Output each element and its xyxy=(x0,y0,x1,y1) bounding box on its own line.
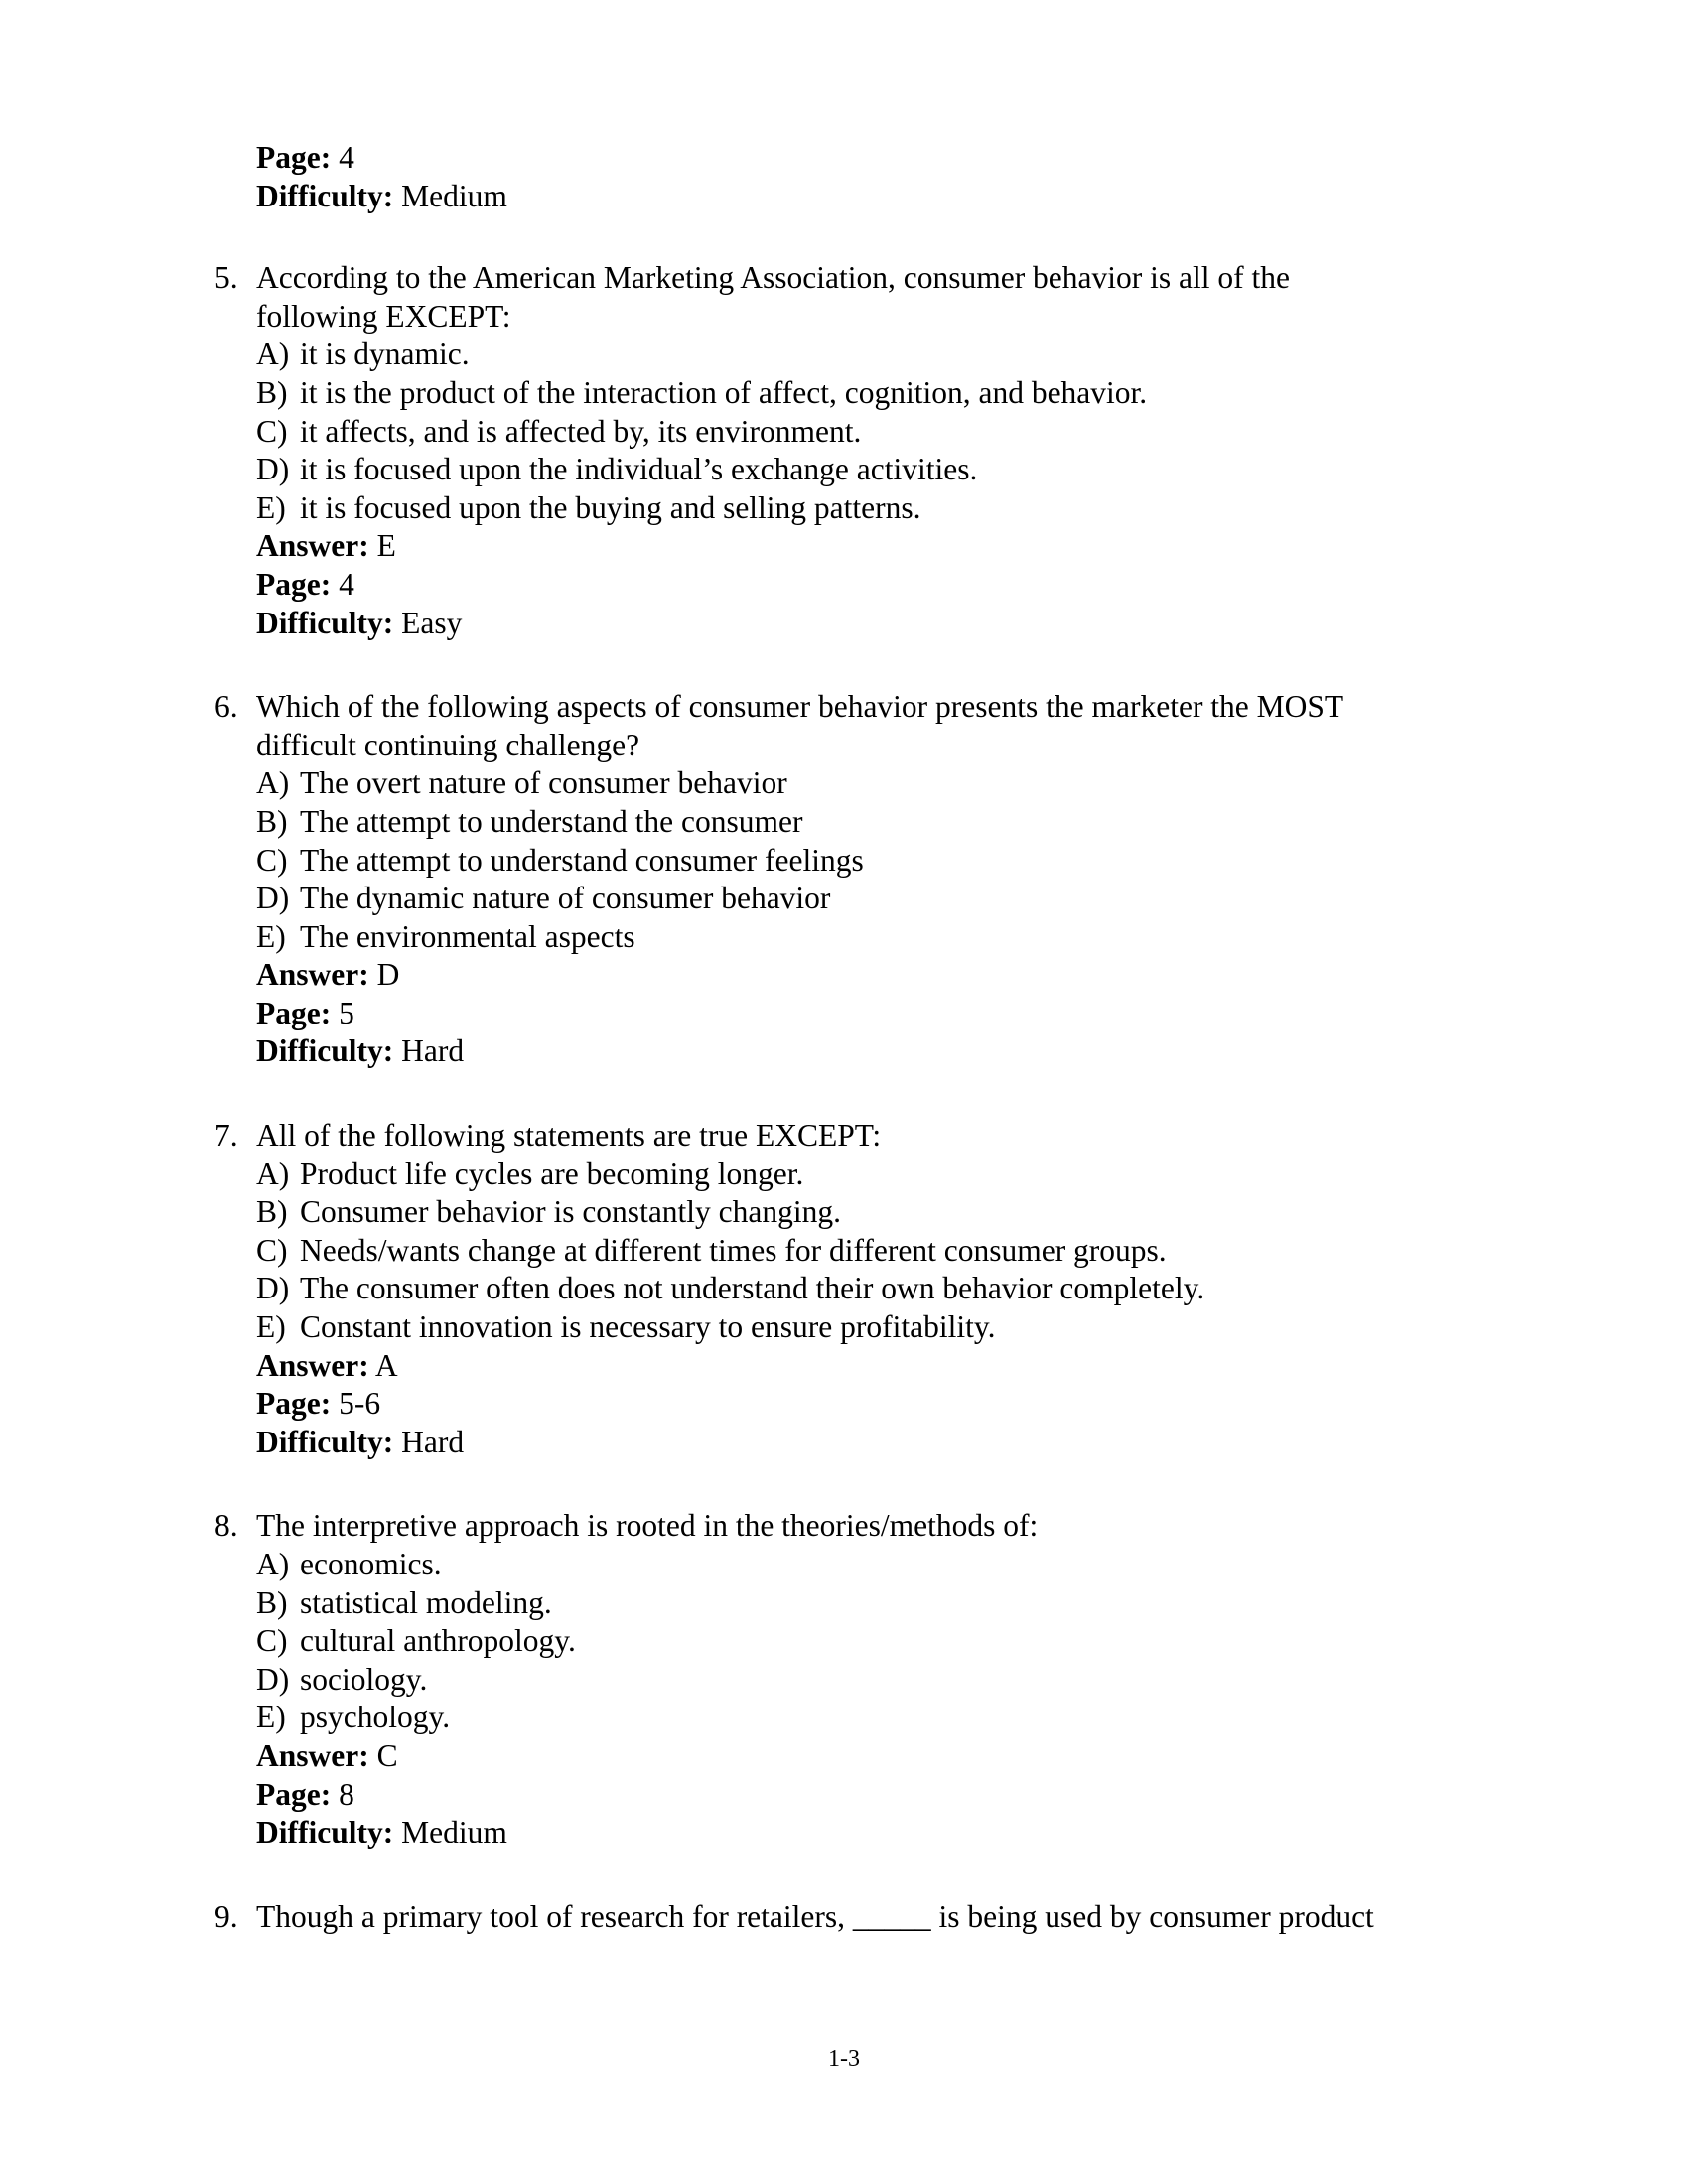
meta-difficulty-line xyxy=(256,1814,1380,1852)
option-item[interactable] xyxy=(256,1232,1380,1271)
question-block xyxy=(209,1898,1380,1937)
page-label: Page: xyxy=(256,1386,332,1422)
question-block xyxy=(209,1117,1380,1461)
option-letter: E) xyxy=(256,1309,286,1345)
question-heading xyxy=(209,1898,1380,1937)
question-block xyxy=(209,688,1380,1071)
answer-line xyxy=(256,956,1380,995)
option-item[interactable] xyxy=(256,1270,1380,1308)
option-list xyxy=(256,1156,1380,1347)
option-item[interactable] xyxy=(256,451,1380,489)
question-heading xyxy=(209,1117,1380,1156)
answer-label: Answer: xyxy=(256,957,369,993)
option-text: economics. xyxy=(300,1547,442,1581)
difficulty-label: Difficulty: xyxy=(256,605,394,640)
option-letter: D) xyxy=(256,1271,290,1306)
page-value: 4 xyxy=(331,566,354,602)
option-letter: E) xyxy=(256,489,286,525)
footer-page-number: 1-3 xyxy=(828,2046,860,2072)
question-heading xyxy=(209,688,1380,764)
difficulty-value: Medium xyxy=(393,1815,507,1850)
option-text: The attempt to understand the consumer xyxy=(300,803,803,839)
page-value: 5 xyxy=(331,995,354,1030)
answer-line xyxy=(256,527,1380,566)
option-letter: C) xyxy=(256,842,288,878)
option-letter: D) xyxy=(256,881,290,916)
meta-page-line xyxy=(256,139,1380,178)
question-heading xyxy=(209,1507,1380,1546)
option-text: it is dynamic. xyxy=(300,337,470,372)
option-letter: C) xyxy=(256,413,288,449)
meta-page-line xyxy=(256,995,1380,1033)
option-letter: D) xyxy=(256,1661,290,1697)
option-letter: A) xyxy=(256,1156,290,1191)
option-text: The attempt to understand consumer feelings xyxy=(300,842,864,878)
option-text: psychology. xyxy=(300,1700,451,1735)
option-text: Product life cycles are becoming longer. xyxy=(300,1156,804,1191)
option-text: Constant innovation is necessary to ensure profitability. xyxy=(300,1309,996,1345)
option-item[interactable] xyxy=(256,1193,1380,1232)
answer-value: E xyxy=(368,528,396,564)
option-text: Needs/wants change at different times for different consumer groups. xyxy=(300,1232,1167,1268)
option-item[interactable] xyxy=(256,842,1380,881)
page-label: Page: xyxy=(256,566,332,602)
difficulty-label: Difficulty: xyxy=(256,1424,394,1459)
answer-line xyxy=(256,1737,1380,1776)
option-item[interactable] xyxy=(256,1308,1380,1347)
difficulty-value: Hard xyxy=(393,1424,465,1459)
option-text: it is focused upon the individual’s exchange activities. xyxy=(300,452,978,487)
question-block xyxy=(209,259,1380,642)
option-text: The dynamic nature of consumer behavior xyxy=(300,881,831,916)
meta-page-line xyxy=(256,1385,1380,1424)
option-item[interactable] xyxy=(256,764,1380,803)
meta-page-line xyxy=(256,1776,1380,1815)
meta-difficulty-line xyxy=(256,1424,1380,1462)
carryover-meta-block xyxy=(256,139,1380,215)
option-text: statistical modeling. xyxy=(300,1584,552,1620)
option-letter: A) xyxy=(256,337,290,372)
difficulty-value: Hard xyxy=(393,1033,465,1069)
answer-line xyxy=(256,1347,1380,1386)
question-stem: According to the American Marketing Association, consumer behavior is all of the following EXCEPT: xyxy=(256,260,1290,334)
option-letter: B) xyxy=(256,374,288,410)
meta-page-line xyxy=(256,566,1380,605)
option-text: The overt nature of consumer behavior xyxy=(300,765,787,801)
option-letter: C) xyxy=(256,1232,288,1268)
answer-value: A xyxy=(368,1347,398,1383)
option-item[interactable] xyxy=(256,1546,1380,1584)
question-heading xyxy=(209,259,1380,336)
page-label: Page: xyxy=(256,1776,332,1812)
option-letter: B) xyxy=(256,1584,288,1620)
page-label: Page: xyxy=(256,140,332,175)
difficulty-label: Difficulty: xyxy=(256,178,394,213)
question-stem: Which of the following aspects of consumer behavior presents the marketer the MOST difficult continuing challenge? xyxy=(256,689,1343,762)
option-item[interactable] xyxy=(256,1622,1380,1661)
option-text: it is focused upon the buying and selling patterns. xyxy=(300,489,921,525)
page-value: 4 xyxy=(331,140,354,175)
option-text: it affects, and is affected by, its environment. xyxy=(300,413,862,449)
option-item[interactable] xyxy=(256,1584,1380,1623)
option-letter: B) xyxy=(256,1194,288,1230)
option-letter: D) xyxy=(256,452,290,487)
option-item[interactable] xyxy=(256,489,1380,528)
option-item[interactable] xyxy=(256,880,1380,918)
question-number: 9. xyxy=(214,1898,238,1934)
question-block xyxy=(209,1507,1380,1851)
difficulty-label: Difficulty: xyxy=(256,1033,394,1069)
answer-meta-block xyxy=(256,956,1380,1071)
option-item[interactable] xyxy=(256,374,1380,413)
option-text: The environmental aspects xyxy=(300,918,635,954)
option-item[interactable] xyxy=(256,1156,1380,1194)
page-value: 8 xyxy=(331,1776,354,1812)
option-text: cultural anthropology. xyxy=(300,1623,576,1659)
answer-meta-block xyxy=(256,527,1380,642)
difficulty-value: Easy xyxy=(393,605,463,640)
answer-label: Answer: xyxy=(256,1347,369,1383)
answer-meta-block xyxy=(256,1737,1380,1852)
meta-difficulty-line xyxy=(256,178,1380,216)
option-text: The consumer often does not understand their own behavior completely. xyxy=(300,1271,1205,1306)
question-stem: The interpretive approach is rooted in the theories/methods of: xyxy=(256,1508,1039,1544)
option-letter: C) xyxy=(256,1623,288,1659)
option-item[interactable] xyxy=(256,918,1380,957)
answer-value: C xyxy=(368,1737,398,1773)
answer-meta-block xyxy=(256,1347,1380,1462)
option-item[interactable] xyxy=(256,336,1380,374)
option-letter: B) xyxy=(256,803,288,839)
question-stem: All of the following statements are true EXCEPT: xyxy=(256,1118,882,1154)
option-text: sociology. xyxy=(300,1661,428,1697)
page-content xyxy=(209,139,1380,1936)
option-item[interactable] xyxy=(256,1661,1380,1700)
option-list xyxy=(256,1546,1380,1737)
option-text: it is the product of the interaction of affect, cognition, and behavior. xyxy=(300,374,1148,410)
page-value: 5-6 xyxy=(331,1386,381,1422)
answer-value: D xyxy=(368,957,400,993)
page-label: Page: xyxy=(256,995,332,1030)
option-item[interactable] xyxy=(256,1699,1380,1737)
answer-label: Answer: xyxy=(256,528,369,564)
question-number: 6. xyxy=(214,689,238,725)
option-letter: E) xyxy=(256,918,286,954)
option-item[interactable] xyxy=(256,803,1380,842)
meta-difficulty-line xyxy=(256,605,1380,643)
option-letter: A) xyxy=(256,765,290,801)
answer-label: Answer: xyxy=(256,1737,369,1773)
option-item[interactable] xyxy=(256,413,1380,452)
question-number: 7. xyxy=(214,1118,238,1154)
option-letter: A) xyxy=(256,1547,290,1581)
page-footer xyxy=(0,2045,1688,2073)
question-number: 5. xyxy=(214,260,238,296)
option-text: Consumer behavior is constantly changing. xyxy=(300,1194,842,1230)
meta-difficulty-line xyxy=(256,1032,1380,1071)
question-number: 8. xyxy=(214,1508,238,1544)
option-list xyxy=(256,336,1380,527)
difficulty-value: Medium xyxy=(393,178,507,213)
question-stem: Though a primary tool of research for retailers, _____ is being used by consumer product xyxy=(256,1898,1374,1934)
option-letter: E) xyxy=(256,1700,286,1735)
difficulty-label: Difficulty: xyxy=(256,1815,394,1850)
option-list xyxy=(256,764,1380,956)
